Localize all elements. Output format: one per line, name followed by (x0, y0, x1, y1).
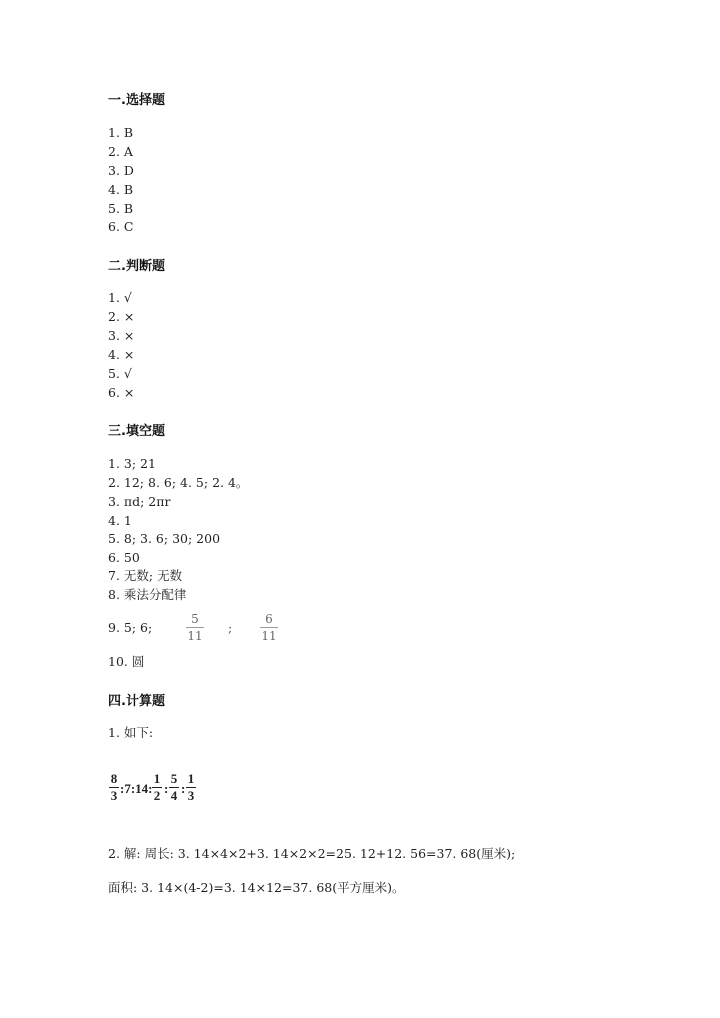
answer-item-q9-prefix: 9. 5; 6; (108, 620, 153, 635)
fraction-numerator: 8 (110, 771, 118, 786)
calc-q2-area: 面积: 3. 14×(4-2)=3. 14×12=37. 68(平方厘米)。 (108, 880, 405, 895)
fraction-numerator: 5 (191, 612, 199, 626)
answer-item: 2. 12; 8. 6; 4. 5; 2. 4。 (108, 475, 249, 490)
fraction-denominator: 3 (110, 788, 118, 803)
fraction-1-2 (152, 772, 162, 803)
fraction-denominator: 11 (187, 629, 203, 643)
section-title-calc: 四.计算题 (108, 694, 165, 709)
answer-item: 6. × (108, 385, 135, 400)
calc-q2-perimeter: 2. 解: 周长: 3. 14×4×2+3. 14×2×2=25. 12+12. 56=37. 68(厘米); (108, 846, 516, 861)
answer-item: 3. D (108, 163, 134, 178)
section-title-choice: 一.选择题 (108, 93, 165, 108)
fraction-bar (260, 627, 278, 628)
fraction-numerator: 6 (265, 612, 273, 626)
answer-item: 8. 乘法分配律 (108, 587, 187, 602)
fraction-8-3 (109, 772, 119, 803)
answer-separator: ; (228, 620, 233, 635)
answer-item: 7. 无数; 无数 (108, 568, 183, 583)
ratio-middle: :7:14: (120, 781, 153, 796)
fraction-denominator: 3 (187, 788, 195, 803)
fraction-1-3 (186, 772, 196, 803)
fraction-bar (186, 627, 204, 628)
fraction-6-11 (260, 612, 278, 643)
answer-item: 3. × (108, 328, 135, 343)
fraction-denominator: 2 (153, 788, 161, 803)
ratio-colon: : (164, 781, 169, 796)
answer-item: 5. B (108, 201, 134, 216)
answer-item: 1. 如下: (108, 725, 154, 740)
answer-item: 3. πd; 2πr (108, 494, 171, 509)
section-title-fill: 三.填空题 (108, 424, 165, 439)
section-title-judge: 二.判断题 (108, 259, 165, 274)
answer-item: 10. 圆 (108, 654, 145, 669)
ratio-colon: : (181, 781, 186, 796)
answer-item: 1. 3; 21 (108, 456, 156, 471)
fraction-5-11 (186, 612, 204, 643)
fraction-numerator: 5 (170, 771, 178, 786)
answer-item: 1. B (108, 125, 134, 140)
answer-item: 2. A (108, 144, 133, 159)
fraction-5-4 (169, 772, 179, 803)
fraction-denominator: 11 (261, 629, 277, 643)
fraction-denominator: 4 (170, 788, 178, 803)
answer-item: 4. × (108, 347, 135, 362)
answer-item: 5. 8; 3. 6; 30; 200 (108, 531, 221, 546)
answer-item: 5. √ (108, 366, 132, 381)
fraction-numerator: 1 (153, 771, 161, 786)
answer-item: 4. B (108, 182, 134, 197)
answer-item: 4. 1 (108, 513, 132, 528)
answer-item: 1. √ (108, 290, 132, 305)
answer-item: 2. × (108, 309, 135, 324)
answer-item: 6. 50 (108, 550, 140, 565)
fraction-numerator: 1 (187, 771, 195, 786)
answer-item: 6. C (108, 219, 134, 234)
